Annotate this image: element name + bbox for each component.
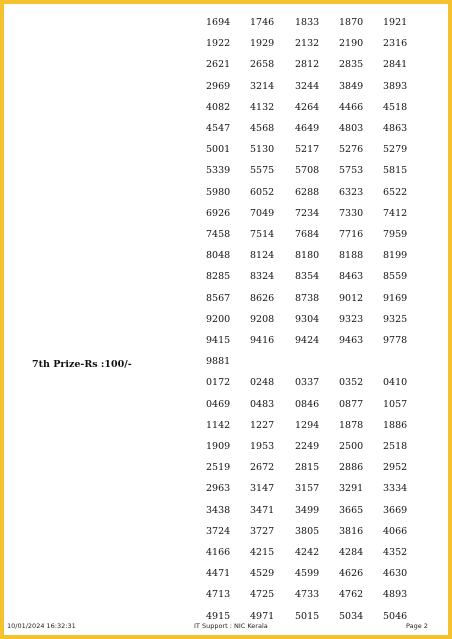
ticket-number: 4518 [383, 101, 408, 113]
footer-timestamp: 10/01/2024 16:32:31 [7, 622, 76, 630]
ticket-number: 2841 [383, 59, 408, 71]
ticket-number: 5001 [206, 144, 231, 156]
ticket-number: 2518 [383, 441, 408, 452]
ticket-number: 8626 [250, 292, 275, 304]
ticket-number: 2316 [383, 38, 408, 50]
ticket-number: 2658 [250, 59, 275, 71]
ticket-number: 5339 [206, 165, 231, 177]
ticket-number: 9424 [295, 335, 320, 346]
ticket-number: 2621 [206, 59, 231, 71]
ticket-number: 4762 [339, 589, 364, 601]
ticket-number: 5708 [295, 165, 320, 177]
ticket-number: 1870 [339, 17, 364, 28]
ticket-number: 4215 [250, 547, 275, 558]
ticket-number: 1142 [206, 419, 231, 431]
number-row [4, 482, 448, 496]
ticket-number: 5815 [383, 165, 408, 177]
ticket-number: 6323 [339, 186, 364, 198]
ticket-number: 4713 [206, 589, 231, 601]
number-row [4, 376, 448, 390]
ticket-number: 2132 [295, 38, 320, 50]
ticket-number: 4915 [206, 610, 231, 622]
ticket-number: 7716 [339, 229, 364, 240]
number-row [4, 80, 448, 94]
ticket-number: 0846 [295, 398, 320, 410]
ticket-number: 1057 [383, 398, 408, 410]
ticket-number: 0172 [206, 377, 231, 389]
ticket-number: 1833 [295, 17, 320, 28]
number-row [4, 37, 448, 51]
ticket-number: 4264 [295, 101, 320, 113]
ticket-number: 3244 [295, 80, 320, 92]
ticket-number: 5034 [339, 610, 364, 622]
ticket-number: 4529 [250, 568, 275, 580]
number-row [4, 461, 448, 475]
ticket-number: 4082 [206, 101, 231, 113]
ticket-number: 9778 [383, 335, 408, 346]
ticket-number: 4863 [383, 123, 408, 134]
ticket-number: 7684 [295, 229, 320, 240]
ticket-number: 6052 [250, 186, 275, 198]
ticket-number: 4971 [250, 610, 275, 622]
footer-page-number: Page 2 [406, 622, 428, 630]
ticket-number: 8463 [339, 271, 364, 283]
ticket-number: 2672 [250, 462, 275, 474]
number-row [4, 567, 448, 581]
number-row [4, 186, 448, 200]
ticket-number: 8188 [339, 250, 364, 262]
ticket-number: 9463 [339, 335, 364, 346]
ticket-number: 8324 [250, 271, 275, 283]
ticket-number: 4166 [206, 547, 231, 558]
ticket-number: 1878 [339, 419, 364, 431]
ticket-number: 2963 [206, 483, 231, 495]
ticket-number: 9200 [206, 313, 231, 325]
ticket-number: 0877 [339, 398, 364, 410]
ticket-number: 8354 [295, 271, 320, 283]
ticket-number: 3471 [250, 504, 275, 516]
ticket-number: 4803 [339, 123, 364, 134]
ticket-number: 1746 [250, 17, 275, 28]
ticket-number: 4242 [295, 547, 320, 558]
ticket-number: 9325 [383, 313, 408, 325]
number-row [4, 249, 448, 263]
ticket-number: 7514 [250, 229, 275, 240]
ticket-number: 6288 [295, 186, 320, 198]
ticket-number: 4284 [339, 547, 364, 558]
ticket-number: 2500 [339, 441, 364, 452]
ticket-number: 4733 [295, 589, 320, 601]
ticket-number: 8738 [295, 292, 320, 304]
ticket-number: 4725 [250, 589, 275, 601]
ticket-number: 3334 [383, 483, 408, 495]
ticket-number: 4471 [206, 568, 231, 580]
ticket-number: 2249 [295, 441, 320, 452]
ticket-number: 5575 [250, 165, 275, 177]
ticket-number: 7049 [250, 207, 275, 219]
ticket-number: 1922 [206, 38, 231, 50]
ticket-number: 4630 [383, 568, 408, 580]
ticket-number-grid [4, 4, 448, 622]
ticket-number: 5130 [250, 144, 275, 156]
ticket-number: 3724 [206, 525, 231, 537]
number-row [4, 270, 448, 284]
ticket-number: 1929 [250, 38, 275, 50]
number-row [4, 313, 448, 327]
ticket-number: 3157 [295, 483, 320, 495]
ticket-number: 2812 [295, 59, 320, 71]
ticket-number: 4352 [383, 547, 408, 558]
ticket-number: 8124 [250, 250, 275, 262]
ticket-number: 8285 [206, 271, 231, 283]
number-row [4, 440, 448, 454]
ticket-number: 2952 [383, 462, 408, 474]
ticket-number: 2835 [339, 59, 364, 71]
ticket-number: 1227 [250, 419, 275, 431]
prize-label-7th: 7th Prize-Rs :100/- [32, 359, 132, 370]
ticket-number: 5046 [383, 610, 408, 622]
ticket-number: 4066 [383, 525, 408, 537]
ticket-number: 1294 [295, 419, 320, 431]
ticket-number: 2886 [339, 462, 364, 474]
number-row [4, 588, 448, 602]
ticket-number: 4547 [206, 123, 231, 134]
ticket-number: 5279 [383, 144, 408, 156]
number-row [4, 228, 448, 242]
number-row [4, 58, 448, 72]
number-row [4, 143, 448, 157]
number-row [4, 398, 448, 412]
ticket-number: 4568 [250, 123, 275, 134]
ticket-number: 3816 [339, 525, 364, 537]
ticket-number: 3438 [206, 504, 231, 516]
number-row [4, 355, 448, 369]
number-row [4, 101, 448, 115]
ticket-number: 2815 [295, 462, 320, 474]
ticket-number: 8567 [206, 292, 231, 304]
footer-support: IT Support : NIC Kerala [194, 622, 268, 630]
ticket-number: 2190 [339, 38, 364, 50]
ticket-number: 1886 [383, 419, 408, 431]
ticket-number: 3291 [339, 483, 364, 495]
ticket-number: 5015 [295, 610, 320, 622]
ticket-number: 3499 [295, 504, 320, 516]
ticket-number: 7959 [383, 229, 408, 240]
ticket-number: 9416 [250, 335, 275, 346]
page-footer [4, 622, 448, 632]
ticket-number: 9169 [383, 292, 408, 304]
ticket-number: 6522 [383, 186, 408, 198]
ticket-number: 9012 [339, 292, 364, 304]
ticket-number: 0469 [206, 398, 231, 410]
ticket-number: 4466 [339, 101, 364, 113]
ticket-number: 6926 [206, 207, 231, 219]
number-row [4, 122, 448, 136]
number-row [4, 546, 448, 560]
number-row [4, 164, 448, 178]
ticket-number: 8199 [383, 250, 408, 262]
ticket-number: 8048 [206, 250, 231, 262]
ticket-number: 3669 [383, 504, 408, 516]
ticket-number: 7412 [383, 207, 408, 219]
ticket-number: 8180 [295, 250, 320, 262]
ticket-number: 3893 [383, 80, 408, 92]
number-row [4, 207, 448, 221]
number-row [4, 504, 448, 518]
ticket-number: 2519 [206, 462, 231, 474]
ticket-number: 3805 [295, 525, 320, 537]
ticket-number: 0483 [250, 398, 275, 410]
ticket-number: 3727 [250, 525, 275, 537]
ticket-number: 1921 [383, 17, 408, 28]
ticket-number: 5980 [206, 186, 231, 198]
number-row [4, 334, 448, 348]
ticket-number: 3214 [250, 80, 275, 92]
ticket-number: 7330 [339, 207, 364, 219]
ticket-number: 9881 [206, 356, 231, 368]
ticket-number: 9323 [339, 313, 364, 325]
document-page [4, 4, 448, 635]
ticket-number: 5753 [339, 165, 364, 177]
ticket-number: 9304 [295, 313, 320, 325]
ticket-number: 0248 [250, 377, 275, 389]
ticket-number: 1694 [206, 17, 231, 28]
ticket-number: 4599 [295, 568, 320, 580]
ticket-number: 4132 [250, 101, 275, 113]
ticket-number: 1909 [206, 441, 231, 452]
ticket-number: 5276 [339, 144, 364, 156]
number-row [4, 292, 448, 306]
ticket-number: 0410 [383, 377, 408, 389]
ticket-number: 5217 [295, 144, 320, 156]
ticket-number: 0337 [295, 377, 320, 389]
ticket-number: 3665 [339, 504, 364, 516]
ticket-number: 1953 [250, 441, 275, 452]
ticket-number: 7458 [206, 229, 231, 240]
ticket-number: 4626 [339, 568, 364, 580]
number-row [4, 419, 448, 433]
ticket-number: 0352 [339, 377, 364, 389]
ticket-number: 8559 [383, 271, 408, 283]
ticket-number: 3147 [250, 483, 275, 495]
number-row [4, 16, 448, 30]
ticket-number: 3849 [339, 80, 364, 92]
ticket-number: 4649 [295, 123, 320, 134]
ticket-number: 9208 [250, 313, 275, 325]
ticket-number: 2969 [206, 80, 231, 92]
number-row [4, 525, 448, 539]
ticket-number: 7234 [295, 207, 320, 219]
ticket-number: 9415 [206, 335, 231, 346]
ticket-number: 4893 [383, 589, 408, 601]
